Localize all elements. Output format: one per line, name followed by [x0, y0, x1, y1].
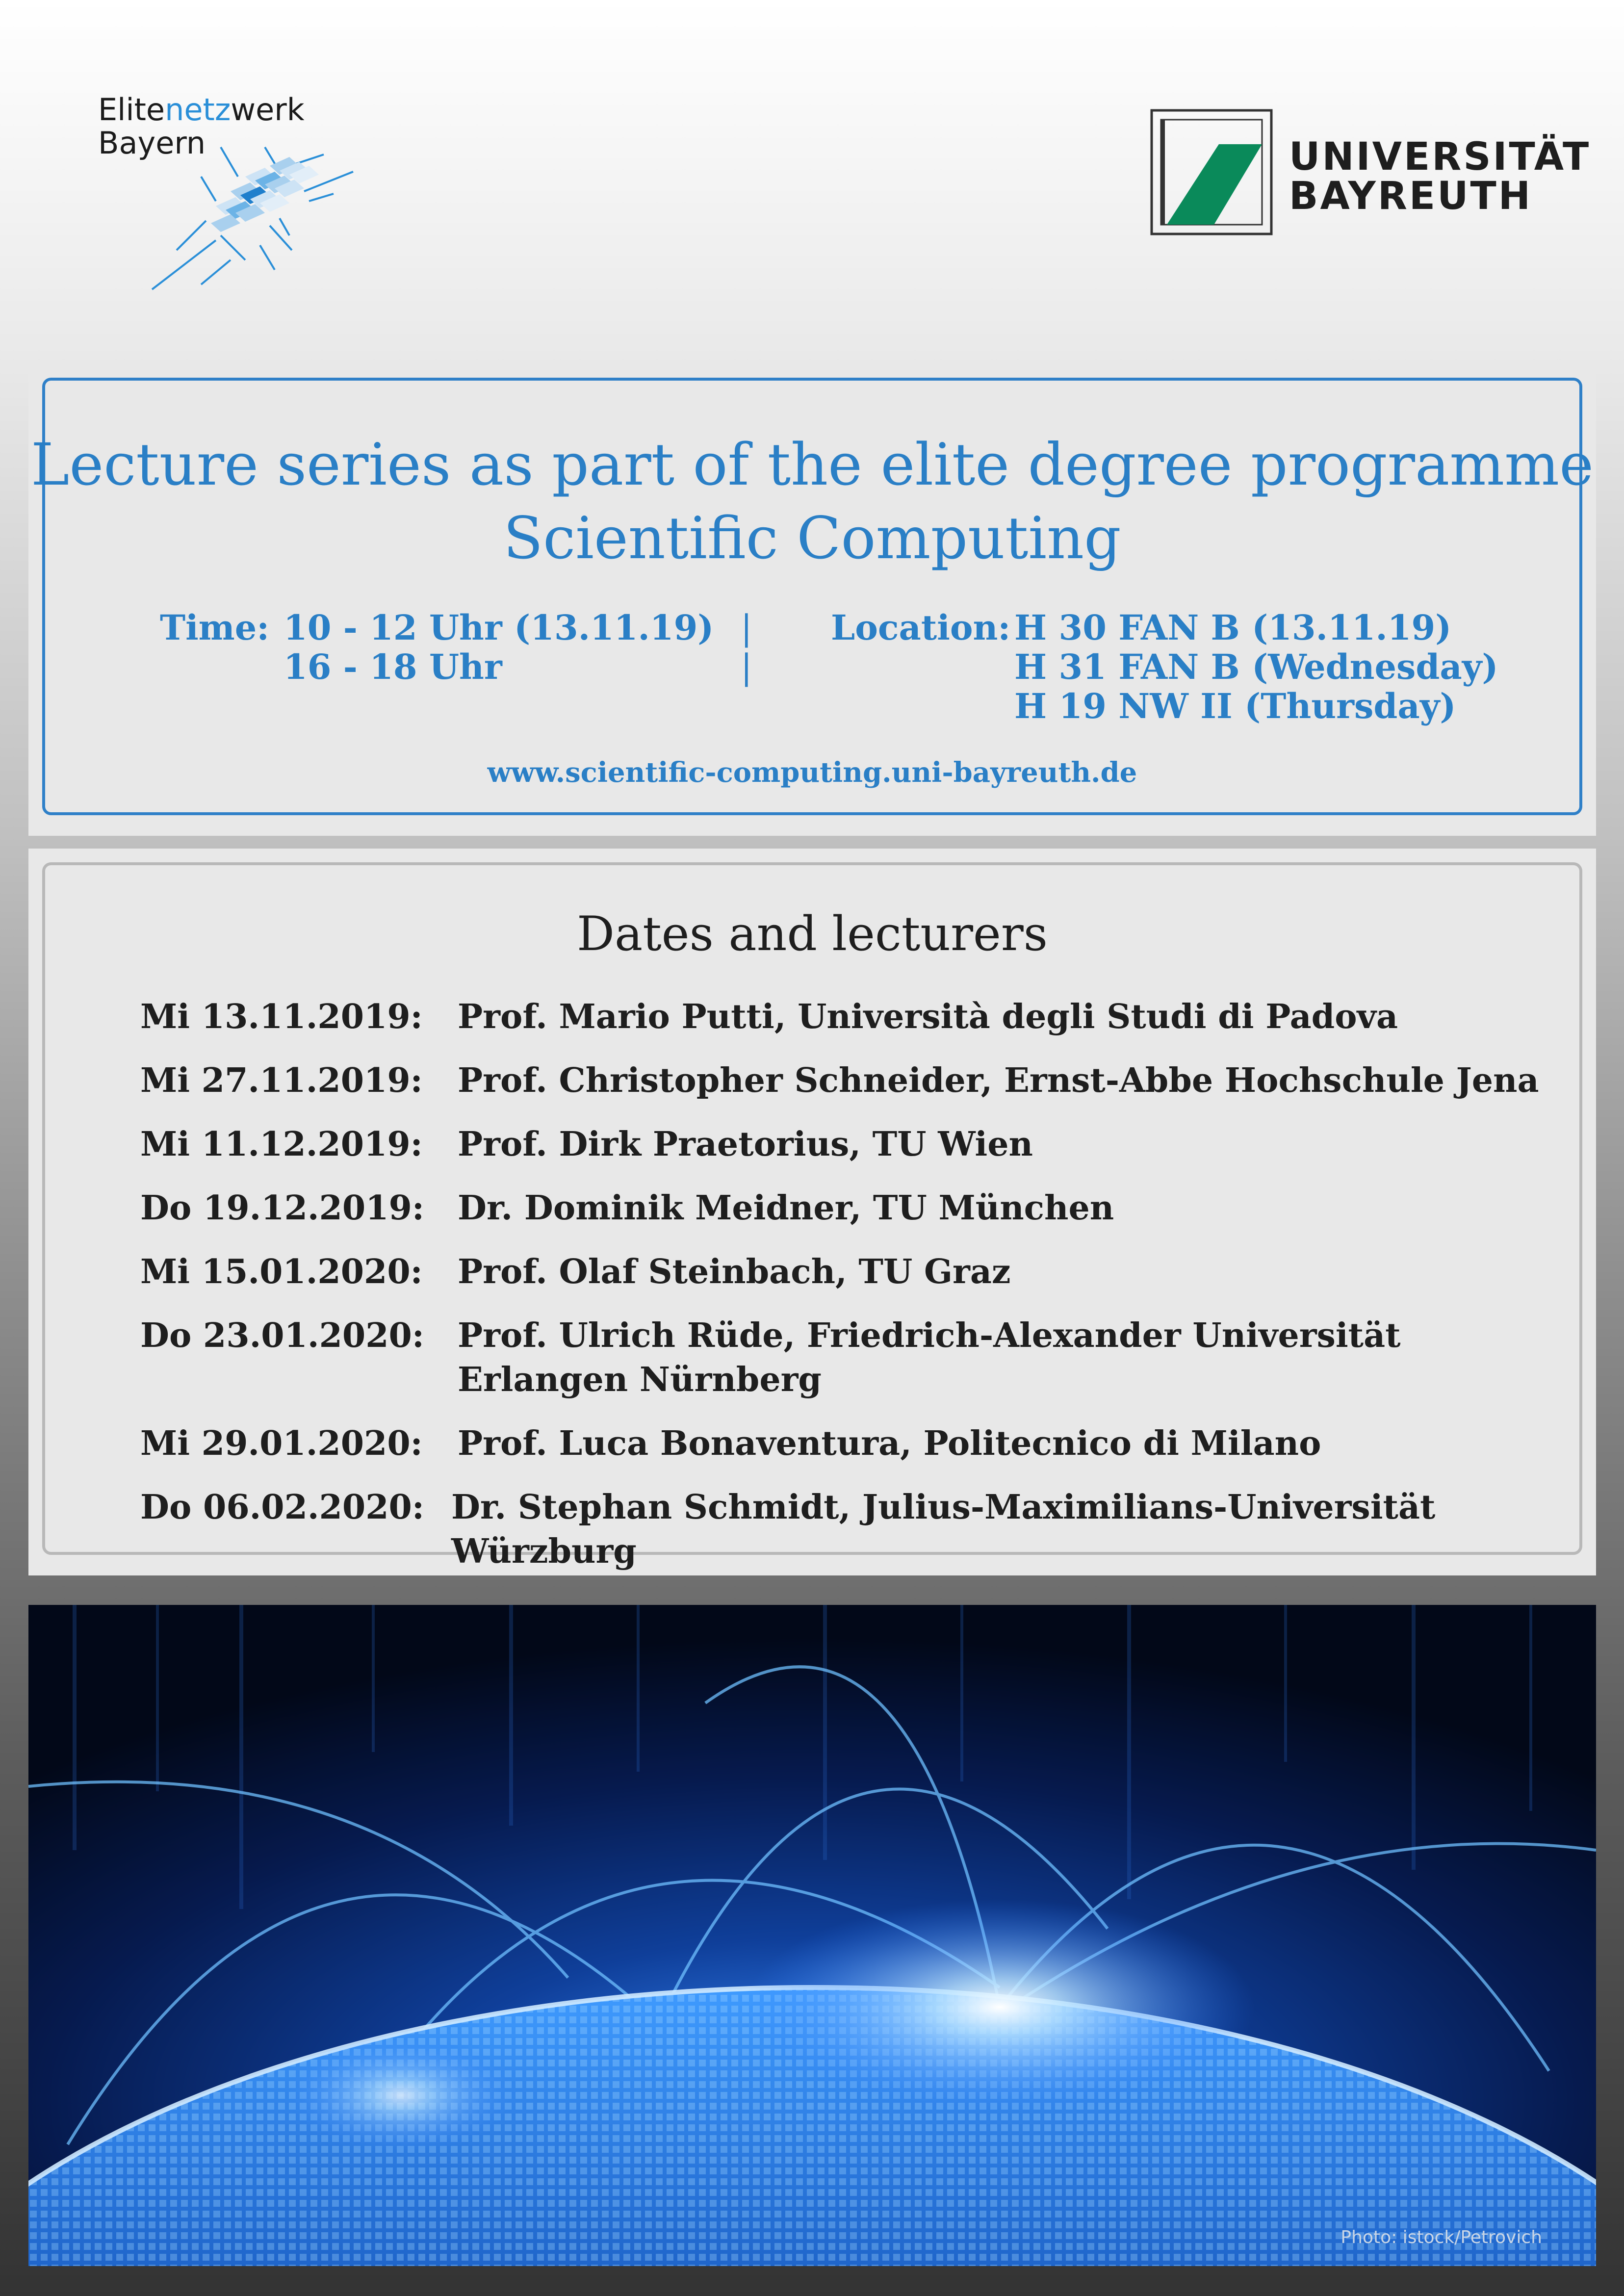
location-label: Location:: [831, 607, 1011, 648]
lecture-date: Mi 27.11.2019:: [140, 1061, 423, 1100]
lecturer-name: Prof. Olaf Steinbach, TU Graz: [458, 1252, 1011, 1291]
location-value-2: H 31 FAN B (Wednesday): [1014, 646, 1498, 687]
lecturer-name: Prof. Ulrich Rüde, Friedrich-Alexander Universität Erlangen Nürnberg: [458, 1316, 1401, 1399]
globe-network-photo: [28, 1605, 1596, 2266]
lecturer-name: Prof. Dirk Praetorius, TU Wien: [458, 1125, 1033, 1164]
lecture-date: Do 19.12.2019:: [140, 1188, 424, 1228]
logo-text-bayern: Bayern: [98, 125, 206, 161]
lecture-date: Mi 15.01.2020:: [140, 1252, 423, 1291]
lecturer-name: Prof. Christopher Schneider, Ernst-Abbe Hochschule Jena: [458, 1061, 1539, 1100]
lecturer-name: Dr. Dominik Meidner, TU München: [458, 1188, 1114, 1228]
photo-credit: Photo: istock/Petrovich: [1340, 2227, 1542, 2247]
dates-heading: Dates and lecturers: [577, 906, 1048, 961]
lecture-date: Do 23.01.2020:: [140, 1316, 424, 1355]
university-text-line2: BAYREUTH: [1289, 174, 1533, 218]
bavarian-lozenge-icon: [147, 137, 402, 324]
lecture-date: Mi 11.12.2019:: [140, 1125, 423, 1164]
logo-text-elite: Elite: [98, 92, 165, 128]
column-separator-2: |: [741, 647, 752, 687]
globe-network-image: [28, 1605, 1596, 2266]
university-emblem-icon: [1150, 109, 1273, 235]
lecture-date: Do 06.02.2020:: [140, 1488, 424, 1527]
website-link[interactable]: www.scientific-computing.uni-bayreuth.de: [487, 756, 1137, 789]
title-line-1: Lecture series as part of the elite degree programme: [31, 431, 1594, 498]
lecturer-name: Prof. Mario Putti, Università degli Studi di Padova: [458, 997, 1398, 1036]
lecturer-name: Dr. Stephan Schmidt, Julius-Maximilians-Universität Würzburg: [451, 1488, 1436, 1571]
time-value-1: 10 - 12 Uhr (13.11.19): [284, 607, 714, 648]
page-title: [28, 428, 1596, 575]
location-value-3: H 19 NW II (Thursday): [1014, 686, 1456, 726]
lecturer-name: Prof. Luca Bonaventura, Politecnico di Milano: [458, 1424, 1321, 1463]
time-value-2: 16 - 18 Uhr: [284, 646, 502, 687]
lecture-date: Mi 13.11.2019:: [140, 997, 423, 1036]
elitenetzwerk-bayern-logo: [98, 93, 402, 324]
column-separator-1: |: [741, 608, 752, 648]
universitaet-bayreuth-logo: [1150, 109, 1591, 235]
title-line-2: Scientific Computing: [503, 504, 1121, 572]
location-value-1: H 30 FAN B (13.11.19): [1014, 607, 1452, 648]
lecture-date: Mi 29.01.2020:: [140, 1424, 423, 1463]
logo-text-netz: netz: [165, 92, 231, 128]
lecture-info-panel: [28, 364, 1596, 836]
university-wordmark: [1289, 137, 1591, 216]
dates-panel: [28, 849, 1596, 1575]
time-label: Time:: [160, 607, 270, 648]
university-text-line1: UNIVERSITÄT: [1289, 135, 1591, 179]
logo-text-werk: werk: [231, 92, 305, 128]
